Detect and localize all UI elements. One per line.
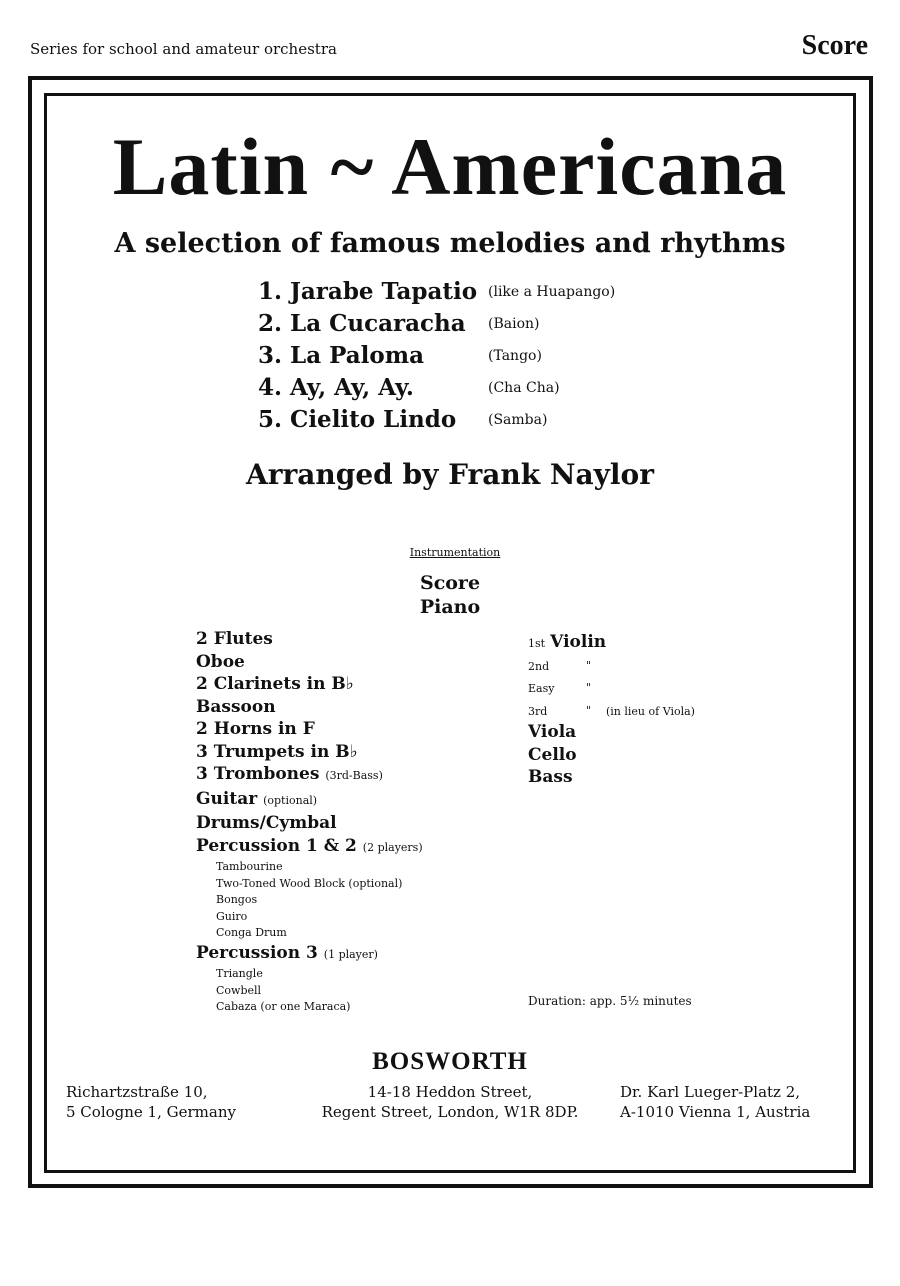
string-item: Bass: [528, 767, 573, 787]
instrument-item: 3 Trumpets in B♭: [196, 741, 358, 762]
publisher-name: BOSWORTH: [372, 1048, 528, 1075]
song-name: 1. Jarabe Tapatio: [258, 278, 478, 305]
song-style: (Cha Cha): [488, 380, 560, 396]
percussion-sub-item: Triangle: [216, 967, 263, 980]
instrument-item: 2 Flutes: [196, 629, 273, 649]
winds-percussion-list: [196, 628, 423, 1016]
address-cologne: Richartzstraße 10, 5 Cologne 1, Germany: [66, 1083, 236, 1121]
percussion-sub-item: Tambourine: [216, 860, 283, 873]
series-label: Series for school and amateur orchestra: [30, 40, 337, 58]
instrument-item: 3 Trombones (3rd-Bass): [196, 764, 383, 784]
instrument-item: 2 Clarinets in B♭: [196, 674, 354, 694]
arranger-credit: Arranged by Frank Naylor: [246, 458, 654, 491]
subtitle: A selection of famous melodies and rhythms: [114, 228, 786, 259]
score-part: Score: [419, 572, 481, 594]
string-item: Viola: [528, 722, 577, 742]
string-item: 2nd ": [528, 658, 592, 673]
duration: Duration: app. 5½ minutes: [528, 994, 692, 1008]
string-item: Cello: [528, 744, 577, 765]
instrument-item: Drums/Cymbal: [196, 813, 337, 833]
address-vienna: Dr. Karl Lueger-Platz 2, A-1010 Vienna 1, Austria: [620, 1083, 811, 1121]
song-name: 3. La Paloma: [258, 342, 424, 369]
page-title: Latin ~ Americana: [112, 121, 788, 212]
piano-part: Piano: [419, 596, 481, 618]
instrument-item: Percussion 3 (1 player): [196, 942, 378, 963]
song-style: (like a Huapango): [488, 284, 616, 300]
string-item: 3rd " (in lieu of Viola): [528, 703, 695, 718]
percussion-sub-item: Cowbell: [216, 983, 262, 997]
percussion-sub-item: Guiro: [216, 909, 248, 923]
song-style: (Samba): [488, 412, 548, 428]
string-item: 1st Violin: [528, 632, 607, 652]
string-item: Easy ": [528, 681, 592, 695]
instrument-item: 2 Horns in F: [196, 719, 315, 739]
song-style: (Tango): [488, 348, 542, 364]
instrument-item: Guitar (optional): [196, 788, 318, 809]
song-name: 2. La Cucaracha: [258, 310, 466, 337]
song-name: 4. Ay, Ay, Ay.: [258, 374, 414, 401]
score-label: Score: [801, 30, 868, 61]
strings-list: [528, 632, 695, 790]
percussion-sub-item: Bongos: [216, 893, 258, 906]
instrument-item: Oboe: [196, 651, 245, 672]
percussion-sub-item: Two-Toned Wood Block (optional): [216, 876, 403, 890]
percussion-sub-item: Cabaza (or one Maraca): [216, 1000, 351, 1013]
song-name: 5. Cielito Lindo: [258, 406, 457, 433]
instrument-item: Bassoon: [196, 696, 276, 717]
instrument-item: Percussion 1 & 2 (2 players): [196, 835, 423, 856]
percussion-sub-item: Conga Drum: [216, 926, 287, 939]
address-london: 14-18 Heddon Street, Regent Street, London, W1R 8DP.: [321, 1083, 579, 1121]
instrumentation-heading: Instrumentation: [409, 546, 501, 559]
song-style: (Baion): [488, 316, 540, 332]
